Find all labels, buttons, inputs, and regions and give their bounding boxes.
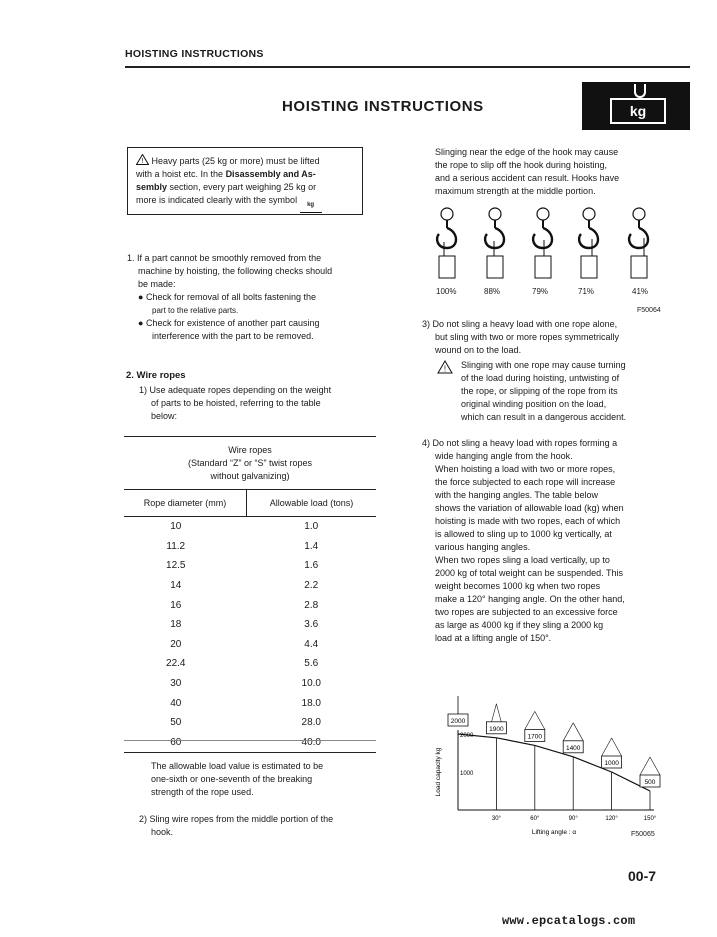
rope-diameter-cell: 20 <box>170 638 182 650</box>
figure-id-2: F50065 <box>631 831 655 838</box>
p3b: but sling with two or more ropes symmetrically <box>435 332 620 342</box>
p1d: maximum strength at the middle portion. <box>435 186 596 196</box>
rope-diameter-cell: 30 <box>170 678 182 690</box>
warning-line2: with a hoist etc. In the <box>136 169 224 179</box>
warning-line1: Heavy parts (25 kg or more) must be lifted <box>151 156 320 166</box>
item1-text3: be made: <box>138 279 176 289</box>
item4-line: with the hanging angles. The table below <box>435 490 598 500</box>
kg-symbol-box <box>582 82 690 130</box>
allowable-load-cell: 5.6 <box>304 658 319 670</box>
p1c: and a serious accident can result. Hooks have <box>435 173 620 183</box>
y-axis-label: Load capacity kg <box>435 747 442 797</box>
item2-step1 <box>139 384 379 423</box>
item4-line: shows the variation of allowable load (kg) when <box>435 503 624 513</box>
p3w1: Slinging with one rope may cause turning <box>461 360 626 370</box>
y-tick-label: 2000 <box>460 733 474 739</box>
warning-bold2: sembly <box>136 182 168 192</box>
load-label: 1400 <box>565 744 581 752</box>
item2-s1c: below: <box>151 411 178 421</box>
hook-percent-label: 88% <box>484 287 501 296</box>
rope-diameter-cell: 22.4 <box>166 658 186 670</box>
rope-diameter-cell: 18 <box>170 619 182 631</box>
warning-line4: more is indicated clearly with the symbol <box>136 195 298 205</box>
load-capacity-chart <box>428 662 668 842</box>
table-row <box>124 517 376 537</box>
watermark: www.epcatalogs.com <box>502 914 636 928</box>
sling-rope <box>525 711 535 729</box>
item1-bullet1a: Check for removal of all bolts fastening the <box>145 292 317 302</box>
item2-s1b: of parts to be hoisted, referring to the table <box>151 398 321 408</box>
item4-line: load at a lifting angle of 150°. <box>435 633 552 643</box>
p3w2: of the load during hoisting, untwisting of <box>461 373 620 383</box>
warning-icon <box>437 360 453 374</box>
item2-s1a: 1) Use adequate ropes depending on the weight <box>139 385 332 395</box>
sling-rope <box>640 757 650 775</box>
item4-line: the force subjected to each rope will increase <box>435 477 616 487</box>
item4-line: is allowed to sling up to 1000 kg vertically, at <box>435 529 612 539</box>
warning-icon <box>136 154 149 165</box>
wire-table-caption3: without galvanizing) <box>210 471 290 481</box>
sling-rope <box>492 704 497 722</box>
allowable-load-cell: 18.0 <box>301 697 321 709</box>
item4-line: hoisting is made with two ropes, each of which <box>435 516 621 526</box>
warning-line3: section, every part weighing 25 kg or <box>169 182 317 192</box>
item4-line: 2000 kg of total weight can be suspended. This <box>435 568 623 578</box>
table-row <box>124 595 376 615</box>
hook-icon <box>629 208 648 278</box>
load-label: 2000 <box>450 718 466 725</box>
p1a: Slinging near the edge of the hook may cause <box>435 147 619 157</box>
svg-text:!: ! <box>443 364 447 374</box>
table-row <box>124 635 376 655</box>
sling-rope <box>563 723 573 741</box>
rope-diameter-cell: 60 <box>170 736 182 748</box>
x-axis-label: Lifting angle : α <box>531 829 577 836</box>
allowable-load-cell: 1.4 <box>304 540 319 552</box>
rope-diameter-cell: 11.2 <box>166 540 186 552</box>
kg-small-symbol: kg <box>300 199 322 213</box>
item1-text1: 1. If a part cannot be smoothly removed from the <box>127 253 322 263</box>
item2b-l2: hook. <box>151 827 174 837</box>
warning-bold1: Disassembly and As- <box>225 169 316 179</box>
table-bottom-rule <box>124 740 376 741</box>
table-row <box>124 654 376 674</box>
p3c: wound on to the load. <box>435 345 522 355</box>
bullet-icon: ● <box>138 292 146 302</box>
sling-rope <box>650 757 660 775</box>
load-label: 1900 <box>489 725 504 733</box>
allowable-load-cell: 10.0 <box>301 678 321 690</box>
wire-rope-table <box>124 489 376 753</box>
rope-diameter-cell: 50 <box>170 717 182 729</box>
sling-rope <box>612 738 622 756</box>
hook-percent-label: 71% <box>578 287 595 296</box>
hook-icon <box>437 208 456 278</box>
col-allowable-load: Allowable load (tons) <box>247 490 377 517</box>
wire-table-caption2: (Standard “Z” or “S” twist ropes <box>187 458 313 468</box>
item1-bullet2b: interference with the part to be removed. <box>152 331 314 341</box>
item1-block <box>127 252 377 343</box>
load-label: 1000 <box>604 760 619 767</box>
page-title: HOISTING INSTRUCTIONS <box>282 98 484 115</box>
load-label: 1700 <box>527 733 543 741</box>
page-number: 00-7 <box>628 868 657 884</box>
allowable-load-cell: 40.0 <box>301 736 321 748</box>
p1b: the rope to slip off the hook during hoisting, <box>435 160 607 170</box>
running-header: HOISTING INSTRUCTIONS <box>125 48 264 60</box>
svg-text:!: ! <box>141 158 144 165</box>
table-row <box>124 733 376 753</box>
allowable-load-cell: 2.2 <box>304 580 319 592</box>
figure-id-1: F50064 <box>637 307 661 314</box>
table-row <box>124 537 376 557</box>
x-tick-label: 30° <box>491 816 501 822</box>
note-l1: The allowable load value is estimated to be <box>151 761 324 771</box>
item4-line: 4) Do not sling a heavy load with ropes forming a <box>422 438 618 448</box>
col-rope-diameter: Rope diameter (mm) <box>124 490 247 517</box>
item3-block <box>422 318 662 357</box>
rope-diameter-cell: 14 <box>170 580 182 592</box>
item1-bullet2a: Check for existence of another part causing <box>145 318 320 328</box>
note-block <box>151 760 377 799</box>
rope-diameter-cell: 12.5 <box>166 560 186 572</box>
hook-percent-label: 100% <box>436 287 457 296</box>
load-label: 500 <box>644 779 656 786</box>
hook-percent-label: 79% <box>532 287 549 296</box>
item4-line: When two ropes sling a load vertically, up to <box>435 555 610 565</box>
warning-box <box>127 147 363 215</box>
item4-line: wide hanging angle from the hook. <box>435 451 573 461</box>
rope-diameter-cell: 10 <box>170 521 182 533</box>
x-tick-label: 60° <box>530 816 540 822</box>
hook-percent-row <box>432 287 662 299</box>
kg-label: kg <box>610 98 666 124</box>
x-tick-label: 150° <box>643 816 657 822</box>
hook-note <box>435 146 665 198</box>
item4-line: make a 120° hanging angle. On the other hand, <box>435 594 625 604</box>
bullet-icon: ● <box>138 318 146 328</box>
p3w5: which can result in a dangerous accident. <box>461 412 627 422</box>
allowable-load-cell: 3.6 <box>304 619 319 631</box>
p3a: 3) Do not sling a heavy load with one rope alone, <box>422 319 618 329</box>
header-rule <box>125 66 690 68</box>
table-row <box>124 615 376 635</box>
table-row <box>124 693 376 713</box>
sling-rope <box>602 738 612 756</box>
table-row <box>124 674 376 694</box>
wire-table-caption1: Wire ropes <box>228 445 272 455</box>
p3w3: the rope, or slipping of the rope from its <box>461 386 618 396</box>
sling-rope <box>535 711 545 729</box>
hook-percent-label: 41% <box>632 287 649 296</box>
item1-text2: machine by hoisting, the following checks should <box>138 266 333 276</box>
hook-icon <box>634 84 646 98</box>
item4-line: two ropes are subjected to an excessive force <box>435 607 618 617</box>
x-tick-label: 120° <box>605 816 618 822</box>
allowable-load-cell: 1.6 <box>304 560 319 572</box>
rope-diameter-cell: 16 <box>170 599 182 611</box>
sling-rope <box>573 723 583 741</box>
table-row <box>124 576 376 596</box>
wire-table-caption <box>124 444 376 483</box>
hook-icon <box>579 208 598 278</box>
allowable-load-cell: 2.8 <box>304 599 319 611</box>
allowable-load-cell: 28.0 <box>301 717 321 729</box>
item4-line: When hoisting a load with two or more ropes, <box>435 464 616 474</box>
rope-diameter-cell: 40 <box>170 697 182 709</box>
note-l2: one-sixth or one-seventh of the breaking <box>151 774 313 784</box>
x-tick-label: 90° <box>568 816 578 822</box>
item4-line: as large as 4000 kg if they sling a 2000 kg <box>435 620 604 630</box>
table-row <box>124 556 376 576</box>
note-l3: strength of the rope used. <box>151 787 254 797</box>
item2b-l1: 2) Sling wire ropes from the middle portion of the <box>139 814 334 824</box>
allowable-load-cell: 1.0 <box>304 521 319 533</box>
hook-icon <box>533 208 552 278</box>
item4-line: weight becomes 1000 kg when two ropes <box>435 581 601 591</box>
y-tick-label: 1000 <box>460 771 474 777</box>
table-row <box>124 713 376 733</box>
item2-step2 <box>139 813 379 839</box>
sling-rope <box>496 704 501 722</box>
p3w4: original winding position on the load, <box>461 399 607 409</box>
item4-line: various hanging angles. <box>435 542 531 552</box>
wire-ropes-heading: 2. Wire ropes <box>126 370 186 381</box>
item1-bullet1b: part to the relative parts. <box>152 306 239 315</box>
table-top-rule <box>124 436 376 437</box>
item4-block <box>422 437 664 645</box>
item3-warning <box>461 359 661 424</box>
hook-icon <box>485 208 504 278</box>
allowable-load-cell: 4.4 <box>304 638 319 650</box>
